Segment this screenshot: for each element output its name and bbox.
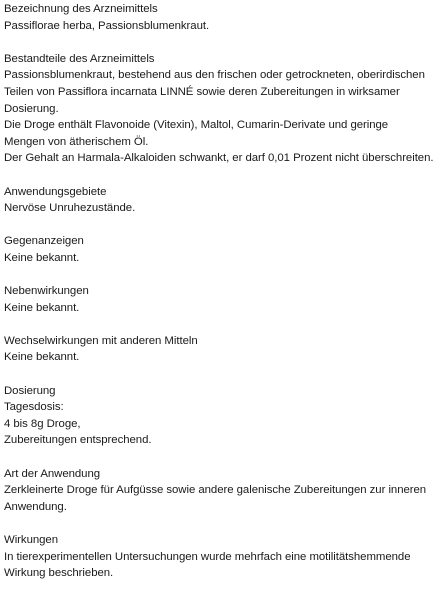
- section-text-line: Passiflorae herba, Passionsblumenkraut.: [4, 19, 210, 32]
- section-text-line: Keine bekannt.: [4, 351, 80, 364]
- section-text-line: Mengen von ätherischem Öl.: [4, 135, 149, 148]
- section-wirkungen: [4, 532, 444, 582]
- section-text-line: Keine bekannt.: [4, 251, 80, 264]
- section-text-line: Teilen von Passiflora incarnata LINNÉ sowie deren Zubereitungen in wirksamer: [4, 85, 400, 98]
- monograph-document: [4, 1, 444, 598]
- section-dosierung: [4, 383, 444, 449]
- section-bezeichnung: [4, 1, 444, 34]
- section-heading: Wirkungen: [4, 534, 58, 546]
- section-text-line: Anwendung.: [4, 500, 67, 513]
- section-gegenanzeigen: [4, 233, 444, 266]
- section-nebenwirkungen: [4, 283, 444, 316]
- section-wechselwirkungen: [4, 333, 444, 366]
- section-text-line: Zerkleinerte Droge für Aufgüsse sowie andere galenische Zubereitungen zur inneren: [4, 484, 427, 497]
- section-anwendungsgebiete: [4, 184, 444, 217]
- section-heading: Gegenanzeigen: [4, 235, 84, 248]
- section-heading: Wechselwirkungen mit anderen Mitteln: [4, 334, 198, 347]
- section-text-line: Tagesdosis:: [4, 401, 64, 414]
- section-text-line: In tierexperimentellen Untersuchungen wurde mehrfach eine motilitätshemmende: [4, 550, 411, 563]
- section-heading: Anwendungsgebiete: [4, 185, 107, 198]
- section-text-line: Zubereitungen entsprechend.: [4, 434, 152, 447]
- section-text-line: Die Droge enthält Flavonoide (Vitexin), Maltol, Cumarin-Derivate und geringe: [4, 119, 389, 132]
- section-heading: Nebenwirkungen: [4, 285, 89, 298]
- section-heading: Art der Anwendung: [4, 467, 101, 480]
- section-text-line: 4 bis 8g Droge,: [4, 417, 81, 430]
- section-text-line: Keine bekannt.: [4, 301, 80, 314]
- section-text-line: Dosierung.: [4, 102, 59, 115]
- section-text-line: Wirkung beschrieben.: [4, 567, 114, 580]
- section-text-line: Nervöse Unruhezustände.: [4, 202, 136, 215]
- section-art-der-anwendung: [4, 466, 444, 516]
- section-heading: Dosierung: [4, 384, 56, 397]
- section-heading: Bezeichnung des Arzneimittels: [4, 3, 158, 15]
- section-text-line: Der Gehalt an Harmala-Alkaloiden schwankt, er darf 0,01 Prozent nicht überschreiten.: [4, 152, 434, 165]
- section-bestandteile: [4, 51, 444, 167]
- section-text-line: Passionsblumenkraut, bestehend aus den frischen oder getrockneten, oberirdischen: [4, 69, 425, 82]
- section-heading: Bestandteile des Arzneimittels: [4, 52, 155, 65]
